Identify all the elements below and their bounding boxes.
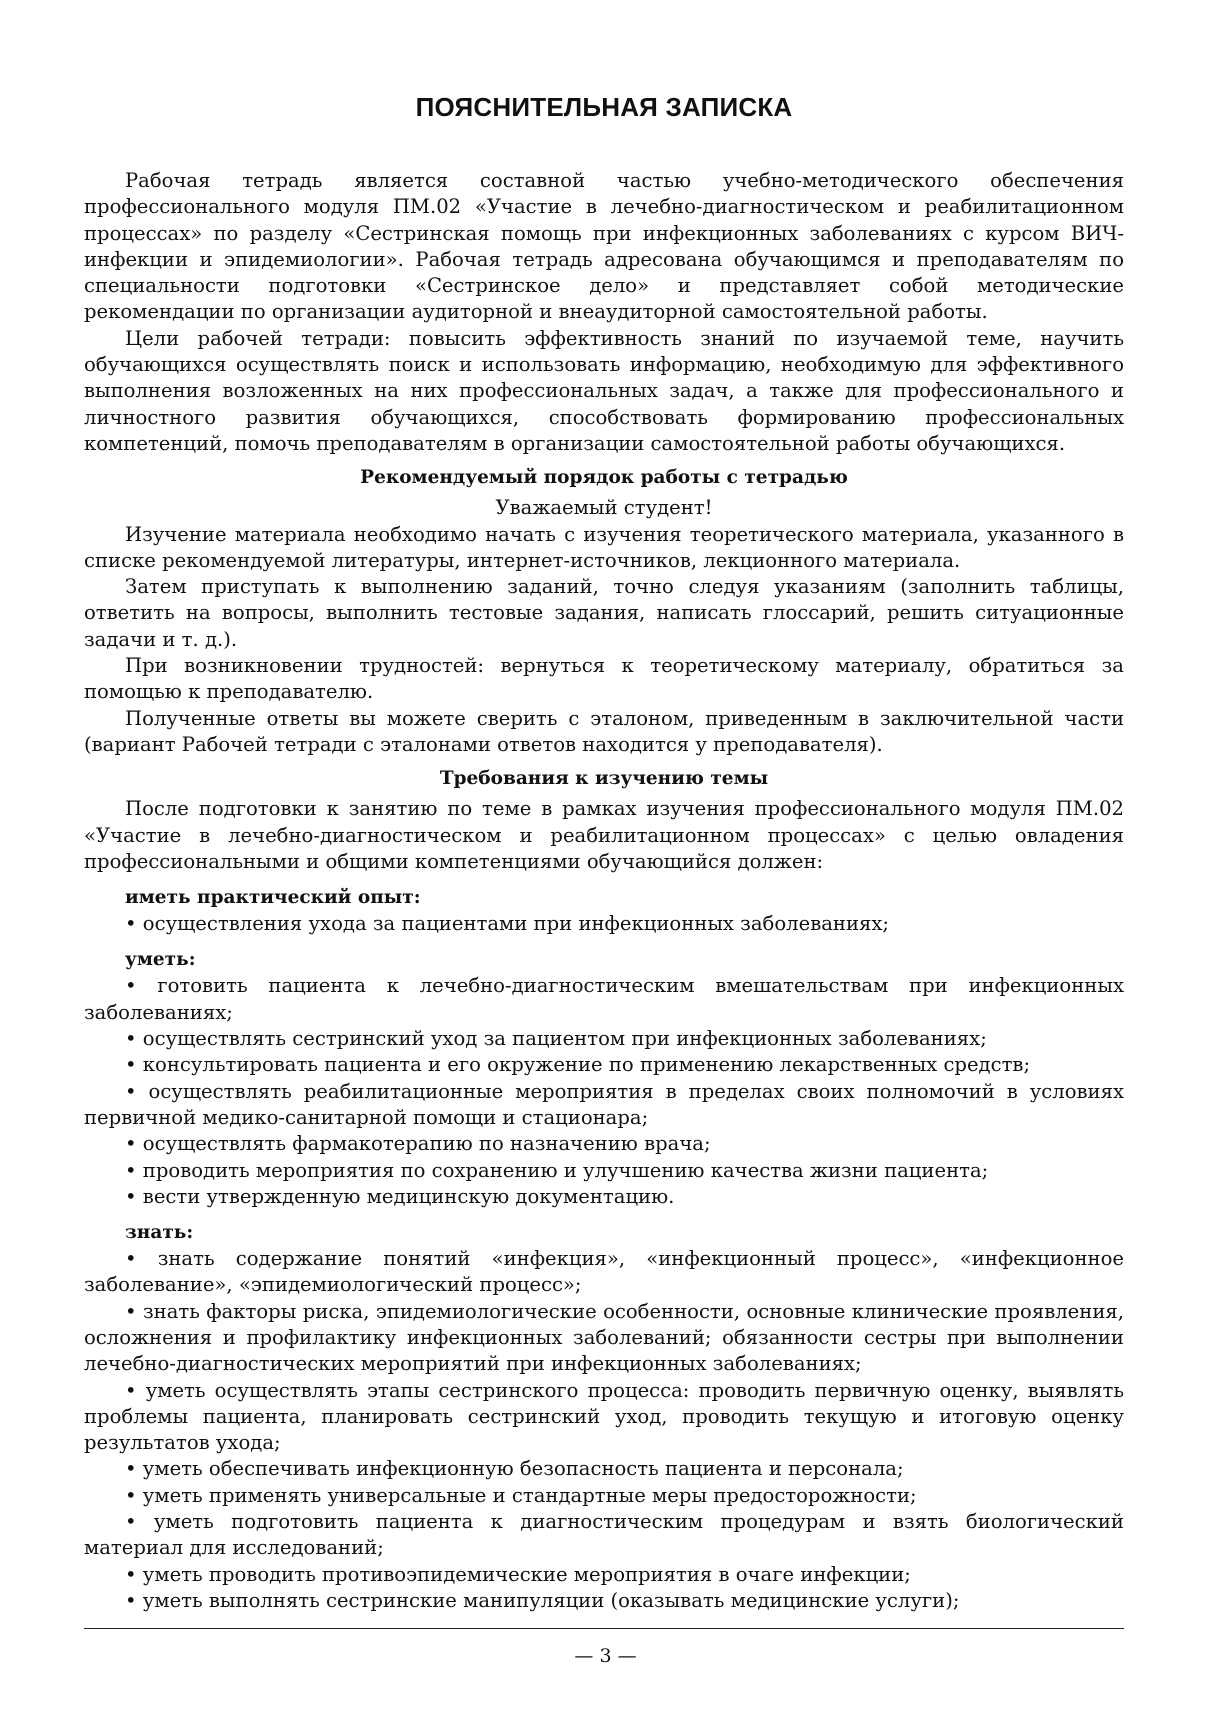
list-item: • уметь выполнять сестринские манипуляции (оказывать медицинские услуги);	[84, 1588, 1124, 1614]
page-number: — 3 —	[574, 1645, 637, 1667]
requirements-heading: Требования к изучению темы	[439, 768, 769, 790]
page-title: ПОЯСНИТЕЛЬНАЯ ЗАПИСКА	[415, 92, 793, 122]
goals-paragraph: Цели рабочей тетради: повысить эффективность знаний по изучаемой теме, научить обучающихся осуществлять поиск и использовать информацию, необходимую для эффективного выполнения возложенных на них профессиональных задач, а также для профессионального и личностного развития обучающихся, способствовать формированию профессиональных компетенций, помочь преподавателям в организации самостоятельной работы обучающихся.	[84, 326, 1124, 455]
requirements-intro: После подготовки к занятию по теме в рамках изучения профессионального модуля ПМ.02 «Участие в лечебно-диагностическом и реабилитационном процессах» с целью овладения профессиональными и общими компетенциями обучающийся должен:	[84, 797, 1124, 873]
list-item: • консультировать пациента и его окружение по применению лекарственных средств;	[84, 1052, 1124, 1078]
order-paragraph: Полученные ответы вы можете сверить с эталоном, приведенным в заключительной части (вариант Рабочей тетради с эталонами ответов находится у преподавателя).	[84, 706, 1124, 756]
list-item: • знать факторы риска, эпидемиологические особенности, основные клинические проявления, осложнения и профилактику инфекционных заболеваний; обязанности сестры при выполнении лечебно-диагностических мероприятий при инфекционных заболеваниях;	[84, 1299, 1124, 1378]
list-item: • осуществлять фармакотерапию по назначению врача;	[84, 1131, 1124, 1157]
list-item: • готовить пациента к лечебно-диагностическим вмешательствам при инфекционных заболеваниях;	[84, 973, 1124, 1026]
knowledge-label: знать:	[125, 1222, 194, 1244]
greeting: Уважаемый студент!	[495, 496, 713, 520]
document-page	[84, 92, 1124, 1614]
list-item: • проводить мероприятия по сохранению и улучшению качества жизни пациента;	[84, 1158, 1124, 1184]
list-item: • уметь обеспечивать инфекционную безопасность пациента и персонала;	[84, 1456, 1124, 1482]
footer-divider	[84, 1628, 1124, 1629]
list-item: • уметь проводить противоэпидемические мероприятия в очаге инфекции;	[84, 1562, 1124, 1588]
list-item: • вести утвержденную медицинскую документацию.	[84, 1184, 1124, 1210]
experience-label: иметь практический опыт:	[125, 887, 421, 909]
intro-paragraph: Рабочая тетрадь является составной частью учебно-методического обеспечения профессионального модуля ПМ.02 «Участие в лечебно-диагностическом и реабилитационном процессах» по разделу «Сестринская помощь при инфекционных заболеваниях с курсом ВИЧ-инфекции и эпидемиологии». Рабочая тетрадь адресована обучающимся и преподавателям по специальности подготовки «Сестринское дело» и представляет собой методические рекомендации по организации аудиторной и внеаудиторной самостоятельной работы.	[84, 169, 1124, 324]
list-item: • знать содержание понятий «инфекция», «инфекционный процесс», «инфекционное заболевание», «эпидемиологический процесс»;	[84, 1246, 1124, 1299]
skills-label: уметь:	[125, 949, 196, 971]
list-item: • осуществлять сестринский уход за пациентом при инфекционных заболеваниях;	[84, 1026, 1124, 1052]
list-item: • уметь применять универсальные и стандартные меры предосторожности;	[84, 1483, 1124, 1509]
list-item: • осуществлять реабилитационные мероприятия в пределах своих полномочий в условиях первичной медико-санитарной помощи и стационара;	[84, 1079, 1124, 1132]
order-heading: Рекомендуемый порядок работы с тетрадью	[360, 467, 848, 489]
list-item: • осуществления ухода за пациентами при инфекционных заболеваниях;	[84, 911, 1124, 937]
list-item: • уметь подготовить пациента к диагностическим процедурам и взять биологический материал для исследований;	[84, 1509, 1124, 1562]
list-item: • уметь осуществлять этапы сестринского процесса: проводить первичную оценку, выявлять проблемы пациента, планировать сестринский уход, проводить текущую и итоговую оценку результатов ухода;	[84, 1378, 1124, 1457]
order-paragraph: Затем приступать к выполнению заданий, точно следуя указаниям (заполнить таблицы, ответить на вопросы, выполнить тестовые задания, написать глоссарий, решить ситуационные задачи и т. д.).	[84, 575, 1124, 651]
order-paragraph: Изучение материала необходимо начать с изучения теоретического материала, указанного в списке рекомендуемой литературы, интернет-источников, лекционного материала.	[84, 522, 1124, 572]
order-paragraph: При возникновении трудностей: вернуться к теоретическому материалу, обратиться за помощью к преподавателю.	[84, 654, 1124, 704]
